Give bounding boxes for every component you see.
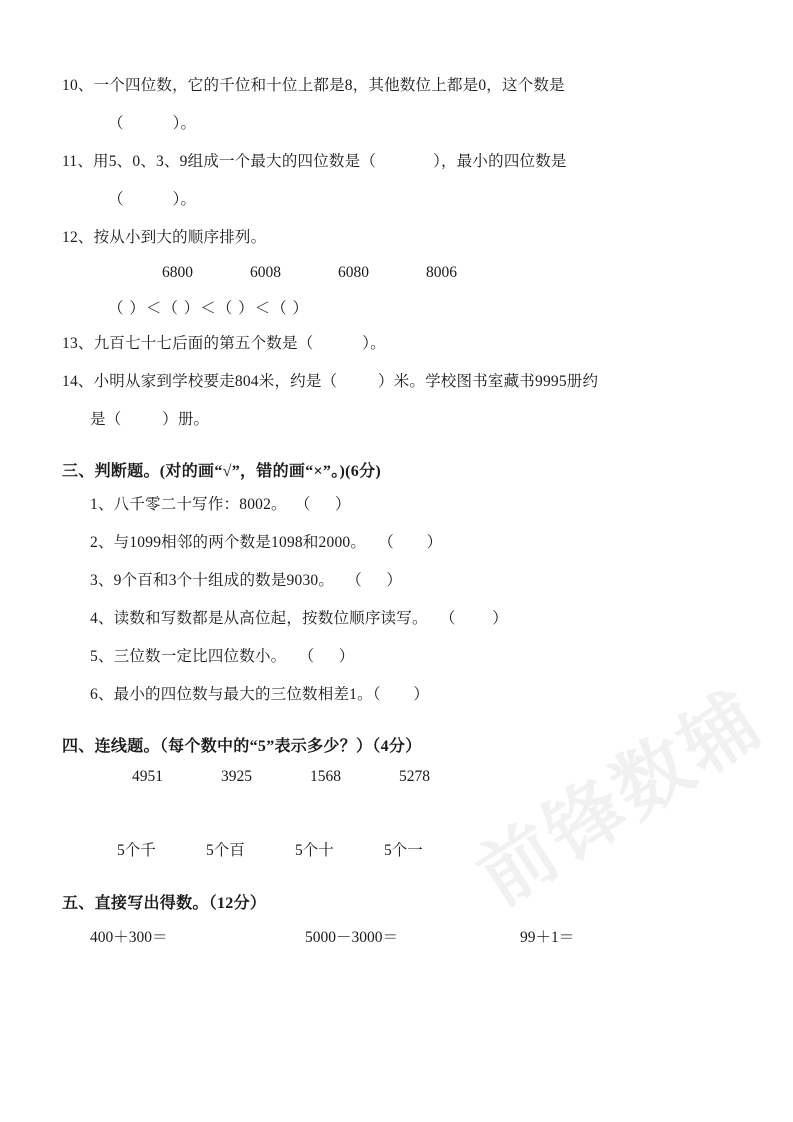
question-14: 14、小明从家到学校要走804米，约是（ ）米。学校图书室藏书9995册约 [62,373,599,391]
matching-label-4: 5个一 [384,842,423,860]
watermark-text: 前锋数辅 [463,676,779,922]
sequence-number-4: 8006 [426,264,457,282]
worksheet-content [62,74,734,961]
question-14-continued: 是（ ）册。 [90,411,210,429]
judge-item-1: 1、八千零二十写作：8002。 （ ） [90,496,351,514]
question-10-blank: （ ）。 [108,115,197,133]
sequence-numbers [62,264,734,282]
question-11: 11、用5、0、3、9组成一个最大的四位数是（ ），最小的四位数是 [62,153,567,171]
question-10: 10、一个四位数，它的千位和十位上都是8，其他数位上都是0，这个数是 [62,77,565,94]
calculation-row-1 [62,925,734,947]
sequence-number-3: 6080 [338,264,369,282]
matching-labels-row [62,838,734,860]
matching-number-1: 4951 [132,768,163,786]
comparison-blanks: （ ）＜（ ）＜（ ）＜（ ） [108,300,310,318]
calc-item-1: 400＋300＝ [90,929,168,947]
matching-number-3: 1568 [310,768,341,786]
matching-label-1: 5个千 [117,842,156,860]
sequence-number-1: 6800 [162,264,193,282]
judge-item-2: 2、与1099相邻的两个数是1098和2000。 （ ） [90,534,443,552]
judge-item-4: 4、读数和写数都是从高位起，按数位顺序读写。 （ ） [90,610,508,628]
calc-item-3: 99＋1＝ [520,929,575,947]
question-11-blank: （ ）。 [108,191,197,209]
judge-item-6: 6、最小的四位数与最大的三位数相差1。（ ） [90,686,430,704]
judge-item-3: 3、9个百和3个十组成的数是9030。 （ ） [90,572,403,590]
section-four-heading: 四、连线题。（每个数中的“5”表示多少？）（4分） [62,738,422,756]
matching-number-4: 5278 [399,768,430,786]
question-12: 12、按从小到大的顺序排列。 [62,229,267,247]
matching-label-3: 5个十 [295,842,334,860]
matching-numbers-row [62,768,734,786]
section-five-heading: 五、直接写出得数。（12分） [62,895,267,913]
calc-item-2: 5000－3000＝ [305,929,399,947]
section-three-heading: 三、判断题。(对的画“√”，错的画“×”。)(6分) [62,463,382,481]
judge-item-5: 5、三位数一定比四位数小。 （ ） [90,648,355,666]
sequence-number-2: 6008 [250,264,281,282]
matching-label-2: 5个百 [206,842,245,860]
question-13: 13、九百七十七后面的第五个数是（ ）。 [62,335,386,353]
matching-number-2: 3925 [221,768,252,786]
